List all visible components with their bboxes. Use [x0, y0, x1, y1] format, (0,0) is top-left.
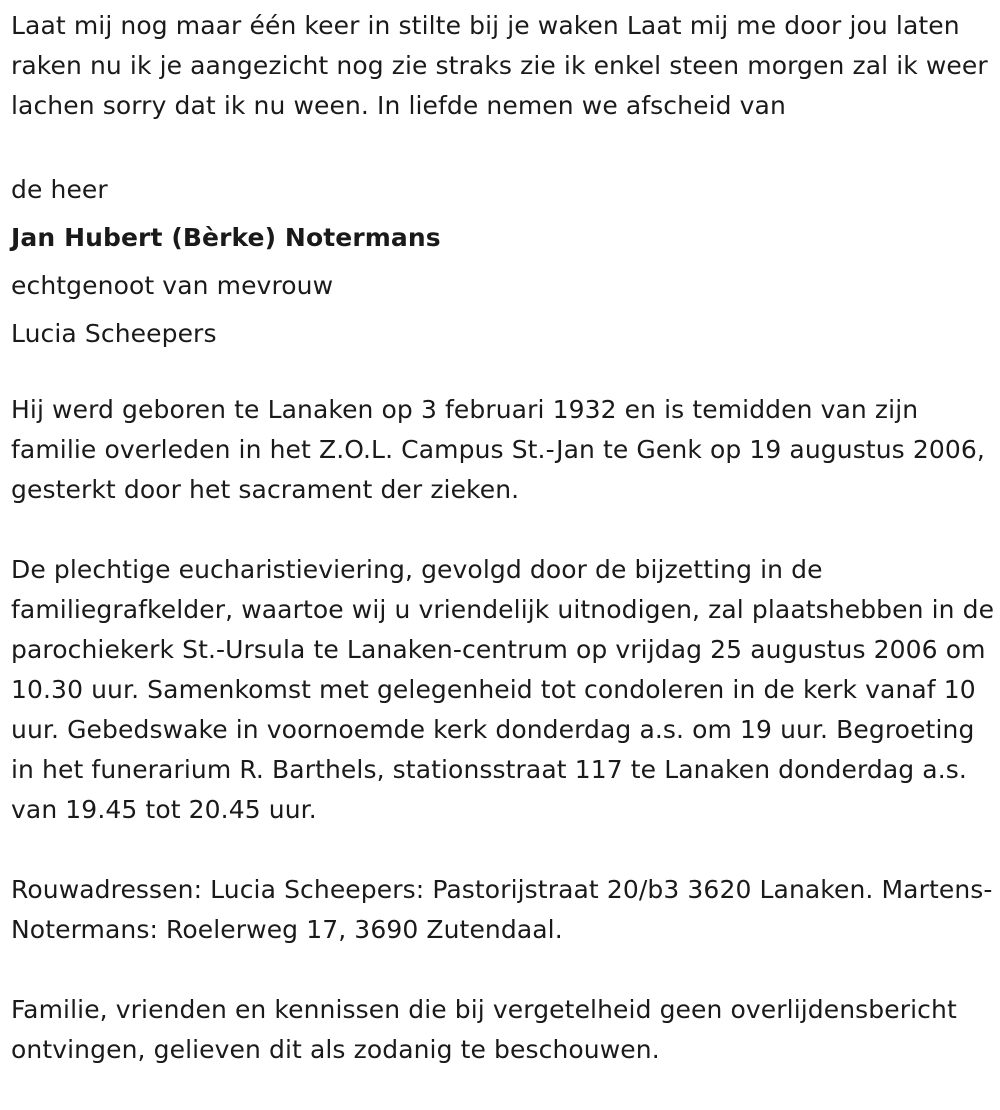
- deceased-name: Jan Hubert (Bèrke) Notermans: [11, 223, 441, 252]
- birth-death-paragraph: Hij werd geboren te Lanaken op 3 februari 1932 en is temidden van zijn familie overleden in het Z.O.L. Campus St.-Jan te Genk op 19 augustus 2006, gesterkt door het sacrament der zieken.: [11, 395, 985, 504]
- spouse-label: echtgenoot van mevrouw: [11, 271, 334, 300]
- ceremony-paragraph: De plechtige eucharistieviering, gevolgd door de bijzetting in de familiegrafkelder, waartoe wij u vriendelijk uitnodigen, zal plaatshebben in de parochiekerk St.-Ursula te Lanaken-centrum op vrijdag 25 augustus 2006 om 10.30 uur. Samenkomst met gelegenheid tot condoleren in de kerk vanaf 10 uur. Gebedswake in voornoemde kerk donderdag a.s. om 19 uur. Begroeting in het funerarium R. Barthels, stationsstraat 117 te Lanaken donderdag a.s. van 19.45 tot 20.45 uur.: [11, 555, 995, 824]
- spouse-name: Lucia Scheepers: [11, 319, 217, 348]
- deceased-title: de heer: [11, 175, 108, 204]
- obituary-document: [11, 6, 996, 1110]
- poem-paragraph: Laat mij nog maar één keer in stilte bij je waken Laat mij me door jou laten raken nu ik je aangezicht nog zie straks zie ik enkel steen morgen zal ik weer lachen sorry dat ik nu ween. In liefde nemen we afscheid van: [11, 11, 988, 120]
- deceased-block: [11, 166, 996, 358]
- closing-paragraph: Familie, vrienden en kennissen die bij vergetelheid geen overlijdensbericht ontvingen, gelieven dit als zodanig te beschouwen.: [11, 995, 957, 1064]
- addresses-paragraph: Rouwadressen: Lucia Scheepers: Pastorijstraat 20/b3 3620 Lanaken. Martens-Notermans: Roelerweg 17, 3690 Zutendaal.: [11, 875, 993, 944]
